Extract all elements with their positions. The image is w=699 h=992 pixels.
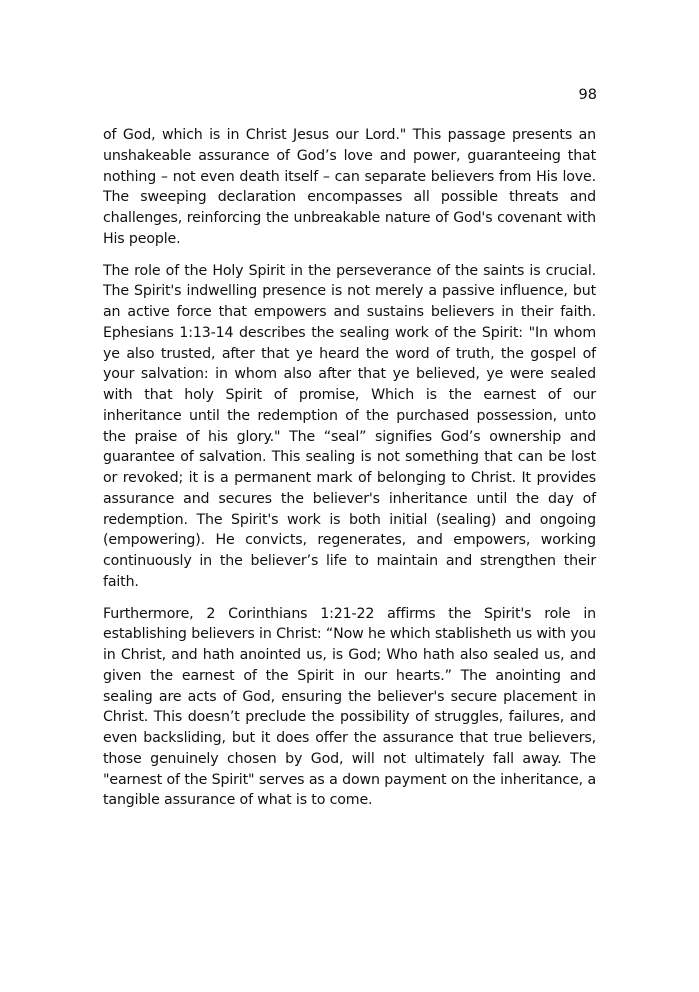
- page-body: [103, 125, 596, 822]
- paragraph-holy-spirit-role: The role of the Holy Spirit in the perseverance of the saints is crucial. The Spirit's indwelling presence is not merely a passive influence, but an active force that empowers and sustains believers in their faith. Ephesians 1:13-14 describes the sealing work of the Spirit: "In whom ye also trusted, after that ye heard the word of truth, the gospel of your salvation: in whom also after that ye believed, ye were sealed with that holy Spirit of promise, Which is the earnest of our inheritance until the redemption of the purchased possession, unto the praise of his glory." The “seal” signifies God’s ownership and guarantee of salvation. This sealing is not something that can be lost or revoked; it is a permanent mark of belonging to Christ. It provides assurance and secures the believer's inheritance until the day of redemption. The Spirit's work is both initial (sealing) and ongoing (empowering). He convicts, regenerates, and empowers, working continuously in the believer’s life to maintain and strengthen their faith.: [103, 262, 596, 590]
- paragraph-corinthians: Furthermore, 2 Corinthians 1:21-22 affirms the Spirit's role in establishing believers in Christ: “Now he which stablisheth us with you in Christ, and hath anointed us, is God; Who hath also sealed us, and given the earnest of the Spirit in our hearts.” The anointing and sealing are acts of God, ensuring the believer's secure placement in Christ. This doesn’t preclude the possibility of struggles, failures, and even backsliding, but it does offer the assurance that true believers, those genuinely chosen by God, will not ultimately fall away. The "earnest of the Spirit" serves as a down payment on the inheritance, a tangible assurance of what is to come.: [103, 605, 596, 809]
- page-number: 98: [578, 87, 597, 103]
- paragraph-continuation: of God, which is in Christ Jesus our Lord." This passage presents an unshakeable assurance of God’s love and power, guaranteeing that nothing – not even death itself – can separate believers from His love. The sweeping declaration encompasses all possible threats and challenges, reinforcing the unbreakable nature of God's covenant with His people.: [103, 127, 596, 247]
